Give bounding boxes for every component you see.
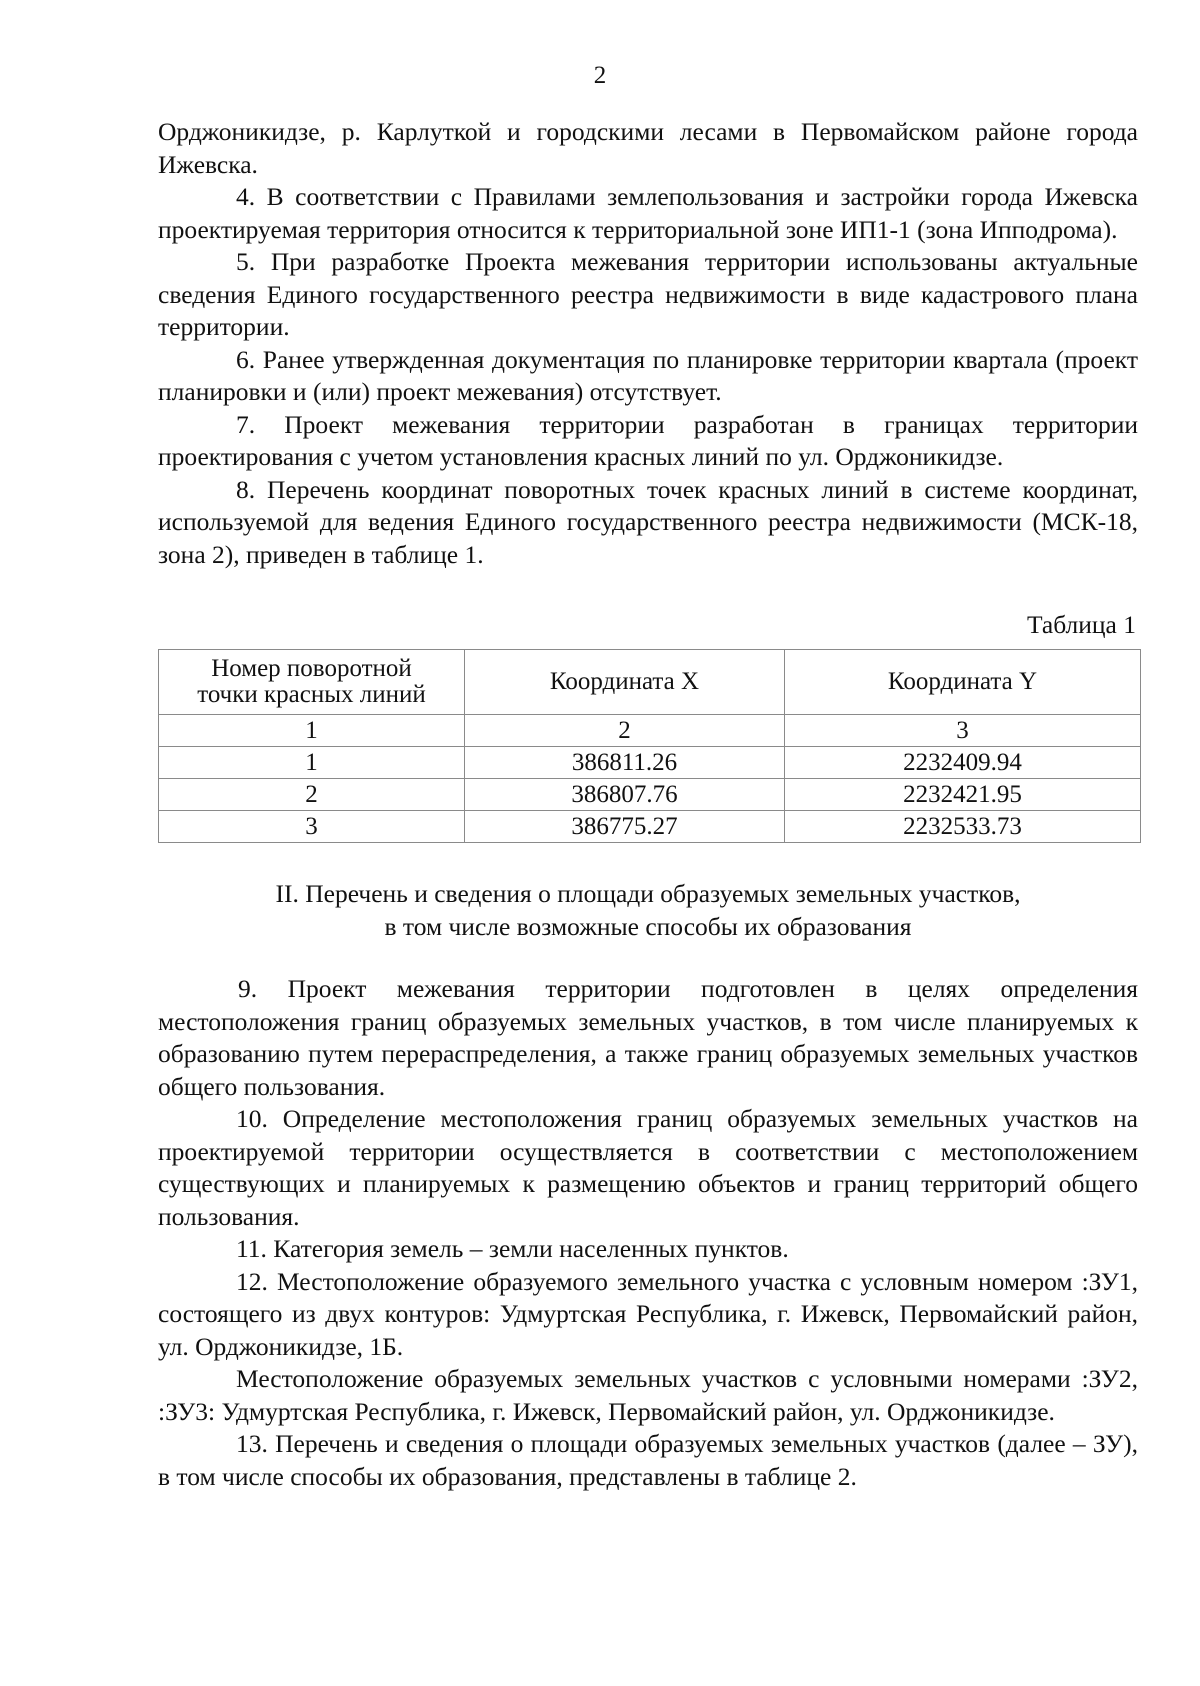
section-title bbox=[158, 877, 1138, 943]
header-point-number: Номер поворотной точки красных линий bbox=[159, 650, 465, 715]
paragraph-13: 13. Перечень и сведения о площади образуемых земельных участков (далее – ЗУ), в том числе способы их образования, представлены в таблице 2. bbox=[158, 1429, 1138, 1491]
coordinates-table bbox=[158, 649, 1141, 843]
table-cell: 386811.26 bbox=[465, 747, 785, 779]
paragraph-8: 8. Перечень координат поворотных точек красных линий в системе координат, используемой для ведения Единого государственного реестра недвижимости (МСК-18, зона 2), приведен в таблице 1. bbox=[158, 474, 1138, 569]
paragraph-continuation: Орджоникидзе, р. Карлуткой и городскими лесами в Первомайском районе города Ижевска. bbox=[158, 117, 1138, 179]
table-row bbox=[159, 747, 1141, 779]
section-title-line-1: II. Перечень и сведения о площади образуемых земельных участков, bbox=[275, 879, 1021, 908]
table-cell: 2232421.95 bbox=[785, 779, 1141, 811]
paragraph-7: 7. Проект межевания территории разработан в границах территории проектирования с учетом установления красных линий по ул. Орджоникидзе. bbox=[158, 409, 1138, 471]
table-header-row bbox=[159, 650, 1141, 715]
table-cell: 2232409.94 bbox=[785, 747, 1141, 779]
section-title-line-2: в том числе возможные способы их образования bbox=[384, 912, 912, 941]
table-cell: 1 bbox=[159, 747, 465, 779]
table-caption: Таблица 1 bbox=[1026, 610, 1136, 639]
paragraph-12-continued: Местоположение образуемых земельных участков с условными номерами :ЗУ2, :ЗУ3: Удмуртская Республика, г. Ижевск, Первомайский район, ул. Орджоникидзе. bbox=[158, 1364, 1138, 1426]
paragraph-4: 4. В соответствии с Правилами землепользования и застройки города Ижевска проектируемая территория относится к территориальной зоне ИП1-1 (зона Ипподрома). bbox=[158, 182, 1138, 244]
table-cell: 3 bbox=[785, 715, 1141, 747]
paragraph-10: 10. Определение местоположения границ образуемых земельных участков на проектируемой территории осуществляется в соответствии с местоположением существующих и планируемых к размещению объектов и границ территорий общего пользования. bbox=[158, 1104, 1138, 1231]
table-cell: 386775.27 bbox=[465, 811, 785, 843]
document-body bbox=[158, 116, 1138, 1493]
page-number: 2 bbox=[593, 62, 607, 89]
table-row bbox=[159, 779, 1141, 811]
table-numbering-row bbox=[159, 715, 1141, 747]
table-cell: 2 bbox=[159, 779, 465, 811]
table-cell: 386807.76 bbox=[465, 779, 785, 811]
paragraph-11: 11. Категория земель – земли населенных пунктов. bbox=[236, 1234, 789, 1263]
table-cell: 2232533.73 bbox=[785, 811, 1141, 843]
table-cell: 3 bbox=[159, 811, 465, 843]
table-row bbox=[159, 811, 1141, 843]
paragraph-12: 12. Местоположение образуемого земельного участка с условным номером :ЗУ1, состоящего из двух контуров: Удмуртская Республика, г. Ижевск, Первомайский район, ул. Орджоникидзе, 1Б. bbox=[158, 1266, 1138, 1361]
paragraph-9: 9. Проект межевания территории подготовлен в целях определения местоположения границ образуемых земельных участков, в том числе планируемых к образованию путем перераспределения, а также границ образуемых земельных участков общего пользования. bbox=[158, 974, 1138, 1101]
table-cell: 2 bbox=[465, 715, 785, 747]
header-coordinate-x: Координата X bbox=[465, 650, 785, 715]
header-coordinate-y: Координата Y bbox=[785, 650, 1141, 715]
paragraph-6: 6. Ранее утвержденная документация по планировке территории квартала (проект планировки и (или) проект межевания) отсутствует. bbox=[158, 344, 1138, 406]
table-cell: 1 bbox=[159, 715, 465, 747]
paragraph-5: 5. При разработке Проекта межевания территории использованы актуальные сведения Единого государственного реестра недвижимости в виде кадастрового плана территории. bbox=[158, 247, 1138, 341]
